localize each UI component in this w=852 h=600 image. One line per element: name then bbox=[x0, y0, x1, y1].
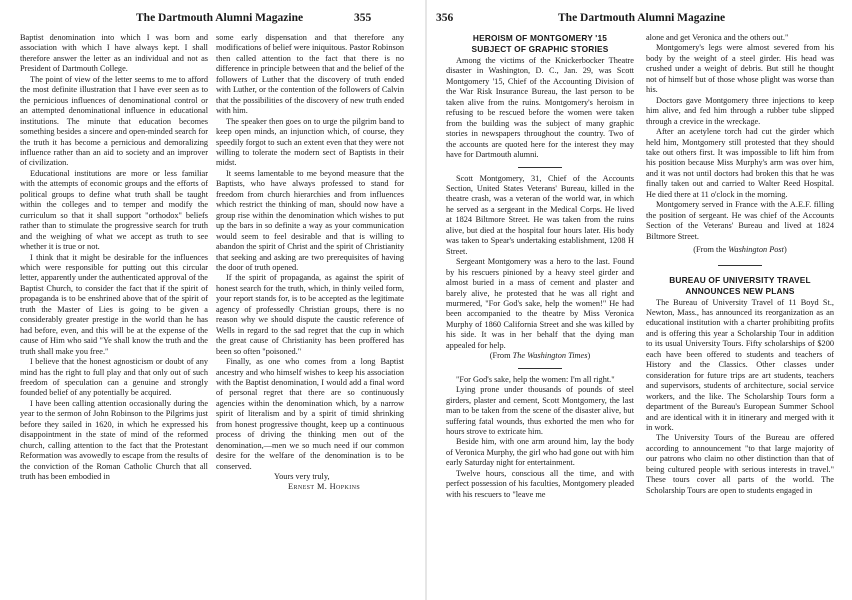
letter-closing: Yours very truly, bbox=[274, 472, 330, 482]
paragraph: I think that it might be desirable for the influences which were responsible for putting out this circular letter, apparently under the authenticated approval of the Baptist Church, to consider the fact that if the spirit of propaganda is to be enshrined above that of the spirit of truth the Master of Lies is going to be given a considerably greater prestige in the world than he has had before, even, and this will be at the expense of the cause of Him who said "Ye shall know the truth and the truth shall make you free." bbox=[20, 252, 208, 356]
divider bbox=[518, 167, 562, 168]
right-page-number: 356 bbox=[436, 12, 454, 24]
paragraph: Montgomery's legs were almost severed from his body by the weight of a steel girder. His head was crushed under a weight of debris. But still he thought not of himself but of those whose plight was worse than his. bbox=[646, 43, 834, 95]
paragraph: Sergeant Montgomery was a hero to the last. Found by his rescuers pinioned by a heavy steel girder and almost buried in a mass of cement and plaster and barely alive, he protested that he was all right and murmered, "For God's sake, help the women!" He had been accompanied to the theatre by Miss Veronica Murphy of 1860 California Street and she was killed by his side. It was in her behalf that the dying man appealed for help. bbox=[446, 257, 634, 350]
left-running-title: The Dartmouth Alumni Magazine bbox=[136, 12, 304, 24]
right-running-title: The Dartmouth Alumni Magazine bbox=[558, 12, 726, 24]
paragraph: some early dispensation and that therefore any modifications of belief were iniquitous. Pastor Robinson then called attention to the fact that there is no difference in principle between that and the belief of the followers of Luther that the discovery of truth ended with Luther, or the contention of the followers of Calvin that the possibilities of the discovery of new truth ended with him. bbox=[216, 33, 404, 116]
paragraph: If the spirit of propaganda, as against the spirit of honest search for the truth, which, in thinly veiled form, your report stands for, is to be accepted as the legitimate agency of professedly Christian groups, there is no reason why we should dispute the caustic reference of Wells in regard to the sad regret that the cup in which the great cause of Christianity has been proffered has been so often "poisoned." bbox=[216, 273, 404, 356]
article-headline: BUREAU OF UNIVERSITY TRAVEL bbox=[669, 274, 811, 285]
paragraph: I have been calling attention occasionally during the year to the sermon of John Robinson to the Pilgrims just before they sailed in 1620, in which he expressed his disappointment in the state of mind of the reformed church, calling attention to the fact that the Protestant Reformation was avowedly to escape from the results of the conviction of the Roman Catholic Church that all truth has been embodied in bbox=[20, 398, 208, 482]
paragraph: The point of view of the letter seems to me to afford the most definite illustration that I have ever seen as to the pernicious influences of denominational control or an attempted denominational influence in educational institutions. The minute that education becomes something besides a sincere and open-minded search for the truth it has become a pernicious and demoralizing influence rather than an aid to society and an improver of civilization. bbox=[20, 74, 208, 168]
paragraph: It seems lamentable to me beyond measure that the Baptists, who have always professed to stand for freedom from church hierarchies and from influences which restrict the thinking of man, should now have a group rise within the denomination which wishes to put up the bars in so definite a way as your communication would seem to feel desirable and that is willing to abandon the spirit of Christ and the spirit of Christianity that seeking and asking are two prerequisites of having the door of truth opened. bbox=[216, 168, 404, 272]
article-headline: HEROISM OF MONTGOMERY '15 bbox=[472, 33, 608, 43]
source-credit: (From the Washington Post) bbox=[693, 245, 787, 255]
paragraph: Scott Montgomery, 31, Chief of the Accounts Section, United States Veterans' Bureau, killed in the theatre crash, was a veteran of the world war, in which he served as a sergeant in the Medical Corps. He lived at 1824 Biltmore Street. He was taken from the ruins alive, but died at the hospital four hours later. His body was taken to Spear's undertaking establishment, 1208 H Street. bbox=[446, 173, 634, 256]
divider bbox=[518, 368, 562, 369]
article-headline: SUBJECT OF GRAPHIC STORIES bbox=[471, 44, 609, 54]
article-headline: ANNOUNCES NEW PLANS bbox=[685, 285, 795, 296]
source-name: The Washington Times bbox=[512, 351, 588, 361]
right-page bbox=[426, 0, 852, 600]
left-page-number: 355 bbox=[354, 12, 372, 24]
left-column-1 bbox=[20, 33, 208, 482]
paragraph: The Bureau of University Travel of 11 Boyd St., Newton, Mass., has announced its reorganization as an educational institution with a charter prohibiting profits and is offering this year a Scholarship Tour in addition to its usual University Tours. Fifty scholarships of $200 each have been offered to students and teachers of History and the Classics. Other classes under consideration for future trips are art students, teachers and supervisors, students of architecture, social service workers, and the like. The Scholarship Tours form a department of the Bureau's European Summer School and are identical with it in itinerary and merged with it in work. bbox=[646, 297, 834, 432]
paragraph: Educational institutions are more or less familiar with the attempts of economic groups and the efforts of political groups to define what truth shall be taught within the colleges and to temper and modify the curriculum so that it shall support "orthodox" beliefs rather than to stimulate the progressive search for truth and the weighing of what we accept as truth to see whether it is true or not. bbox=[20, 168, 208, 252]
source-name: Washington Post bbox=[728, 245, 784, 255]
paragraph: Montgomery served in France with the A.E.F. filling the position of sergeant. He was chief of the Accounts Section of the Veterans' Bureau and lived at 1824 Biltmore Street. bbox=[646, 200, 834, 241]
divider bbox=[718, 265, 762, 266]
paragraph: alone and get Veronica and the others out." bbox=[646, 33, 789, 42]
paragraph: Baptist denomination into which I was born and association with which I have always kept. I shall therefore answer the letter as an individual and not as President of Dartmouth College. bbox=[20, 33, 208, 74]
paragraph: Lying prone under thousands of pounds of steel girders, plaster and cement, Scott Montgomery, the last man to be taken from the scene of the disaster alive, but suffering fatal wounds, thus exhorted the men who for hours strove to extricate him. bbox=[446, 385, 634, 436]
paragraph: Finally, as one who comes from a long Baptist ancestry and who himself wishes to keep his association with the Baptist denomination, I would add a final word of personal regret that there are so continuously agencies within the denomination which, by a narrow spirit of literalism and by a spirit of timid shrinking from honest progressive thought, keep up a continuous process of driving the thinking men out of the denomination,—men we so much need if our common desire for the welfare of the denomination is to be conserved. bbox=[216, 357, 404, 471]
paragraph: Among the victims of the Knickerbocker Theatre disaster in Washington, D. C., Jan. 29, was Scott Montgomery '15, Chief of the Accounting Division of the War Risk Insurance Bureau, the last person to be taken alive from the ruins. Montgomery's heroism in refusing to be rescued before the women were taken from the building was the subject of many graphic stories in newspapers throughout the country. Two of the accounts are quoted here for the interest they may have for Dartmouth alumni. bbox=[446, 56, 634, 160]
paragraph: Twelve hours, conscious all the time, and with perfect possession of his faculties, Montgomery pleaded with his rescuers to "leave me bbox=[446, 468, 634, 499]
left-column-2 bbox=[216, 33, 404, 493]
paragraph: I believe that the honest agnosticism or doubt of any mind has the right to full play and that only out of such freedom of speculation can a genuine and strongly founded belief of any potentially be acquired. bbox=[20, 357, 208, 398]
paragraph: "For God's sake, help the women: I'm all right." bbox=[456, 374, 615, 384]
source-credit: (From The Washington Times) bbox=[489, 351, 591, 361]
paragraph: Beside him, with one arm around him, lay the body of Veronica Murphy, the girl who had gone out with him early Saturday night for entertainment. bbox=[446, 437, 634, 468]
letter-signature: Ernest M. Hopkins bbox=[288, 482, 361, 492]
paragraph: Doctors gave Montgomery three injections to keep him alive, and fed him through a rubber tube slipped through a crevice in the wreckage. bbox=[646, 95, 834, 126]
paragraph: After an acetylene torch had cut the girder which held him, Montgomery still protested that they should take out others first. It was impossible to lift him from his position because Miss Murphy's arm was over him, and it was not until doctors had broken this that he was finally taken out and carried to Walter Reed Hospital. He died there at 11 o'clock in the morning. bbox=[646, 127, 834, 199]
paragraph: The speaker then goes on to urge the pilgrim band to keep open minds, an injunction which, of course, they speedily forgot to such an extent even that they were not willing to tolerate the modern sect of Baptists in their midst. bbox=[216, 116, 404, 168]
right-column-2 bbox=[646, 33, 834, 496]
paragraph: The University Tours of the Bureau are offered according to announcement "to that large majority of our patrons who claim no other distinction than that of being cultured people with serious interests in travel." These tours cover all parts of the world. The Scholarship Tours are open to students engaged in bbox=[646, 433, 834, 495]
right-column-1 bbox=[446, 33, 634, 500]
